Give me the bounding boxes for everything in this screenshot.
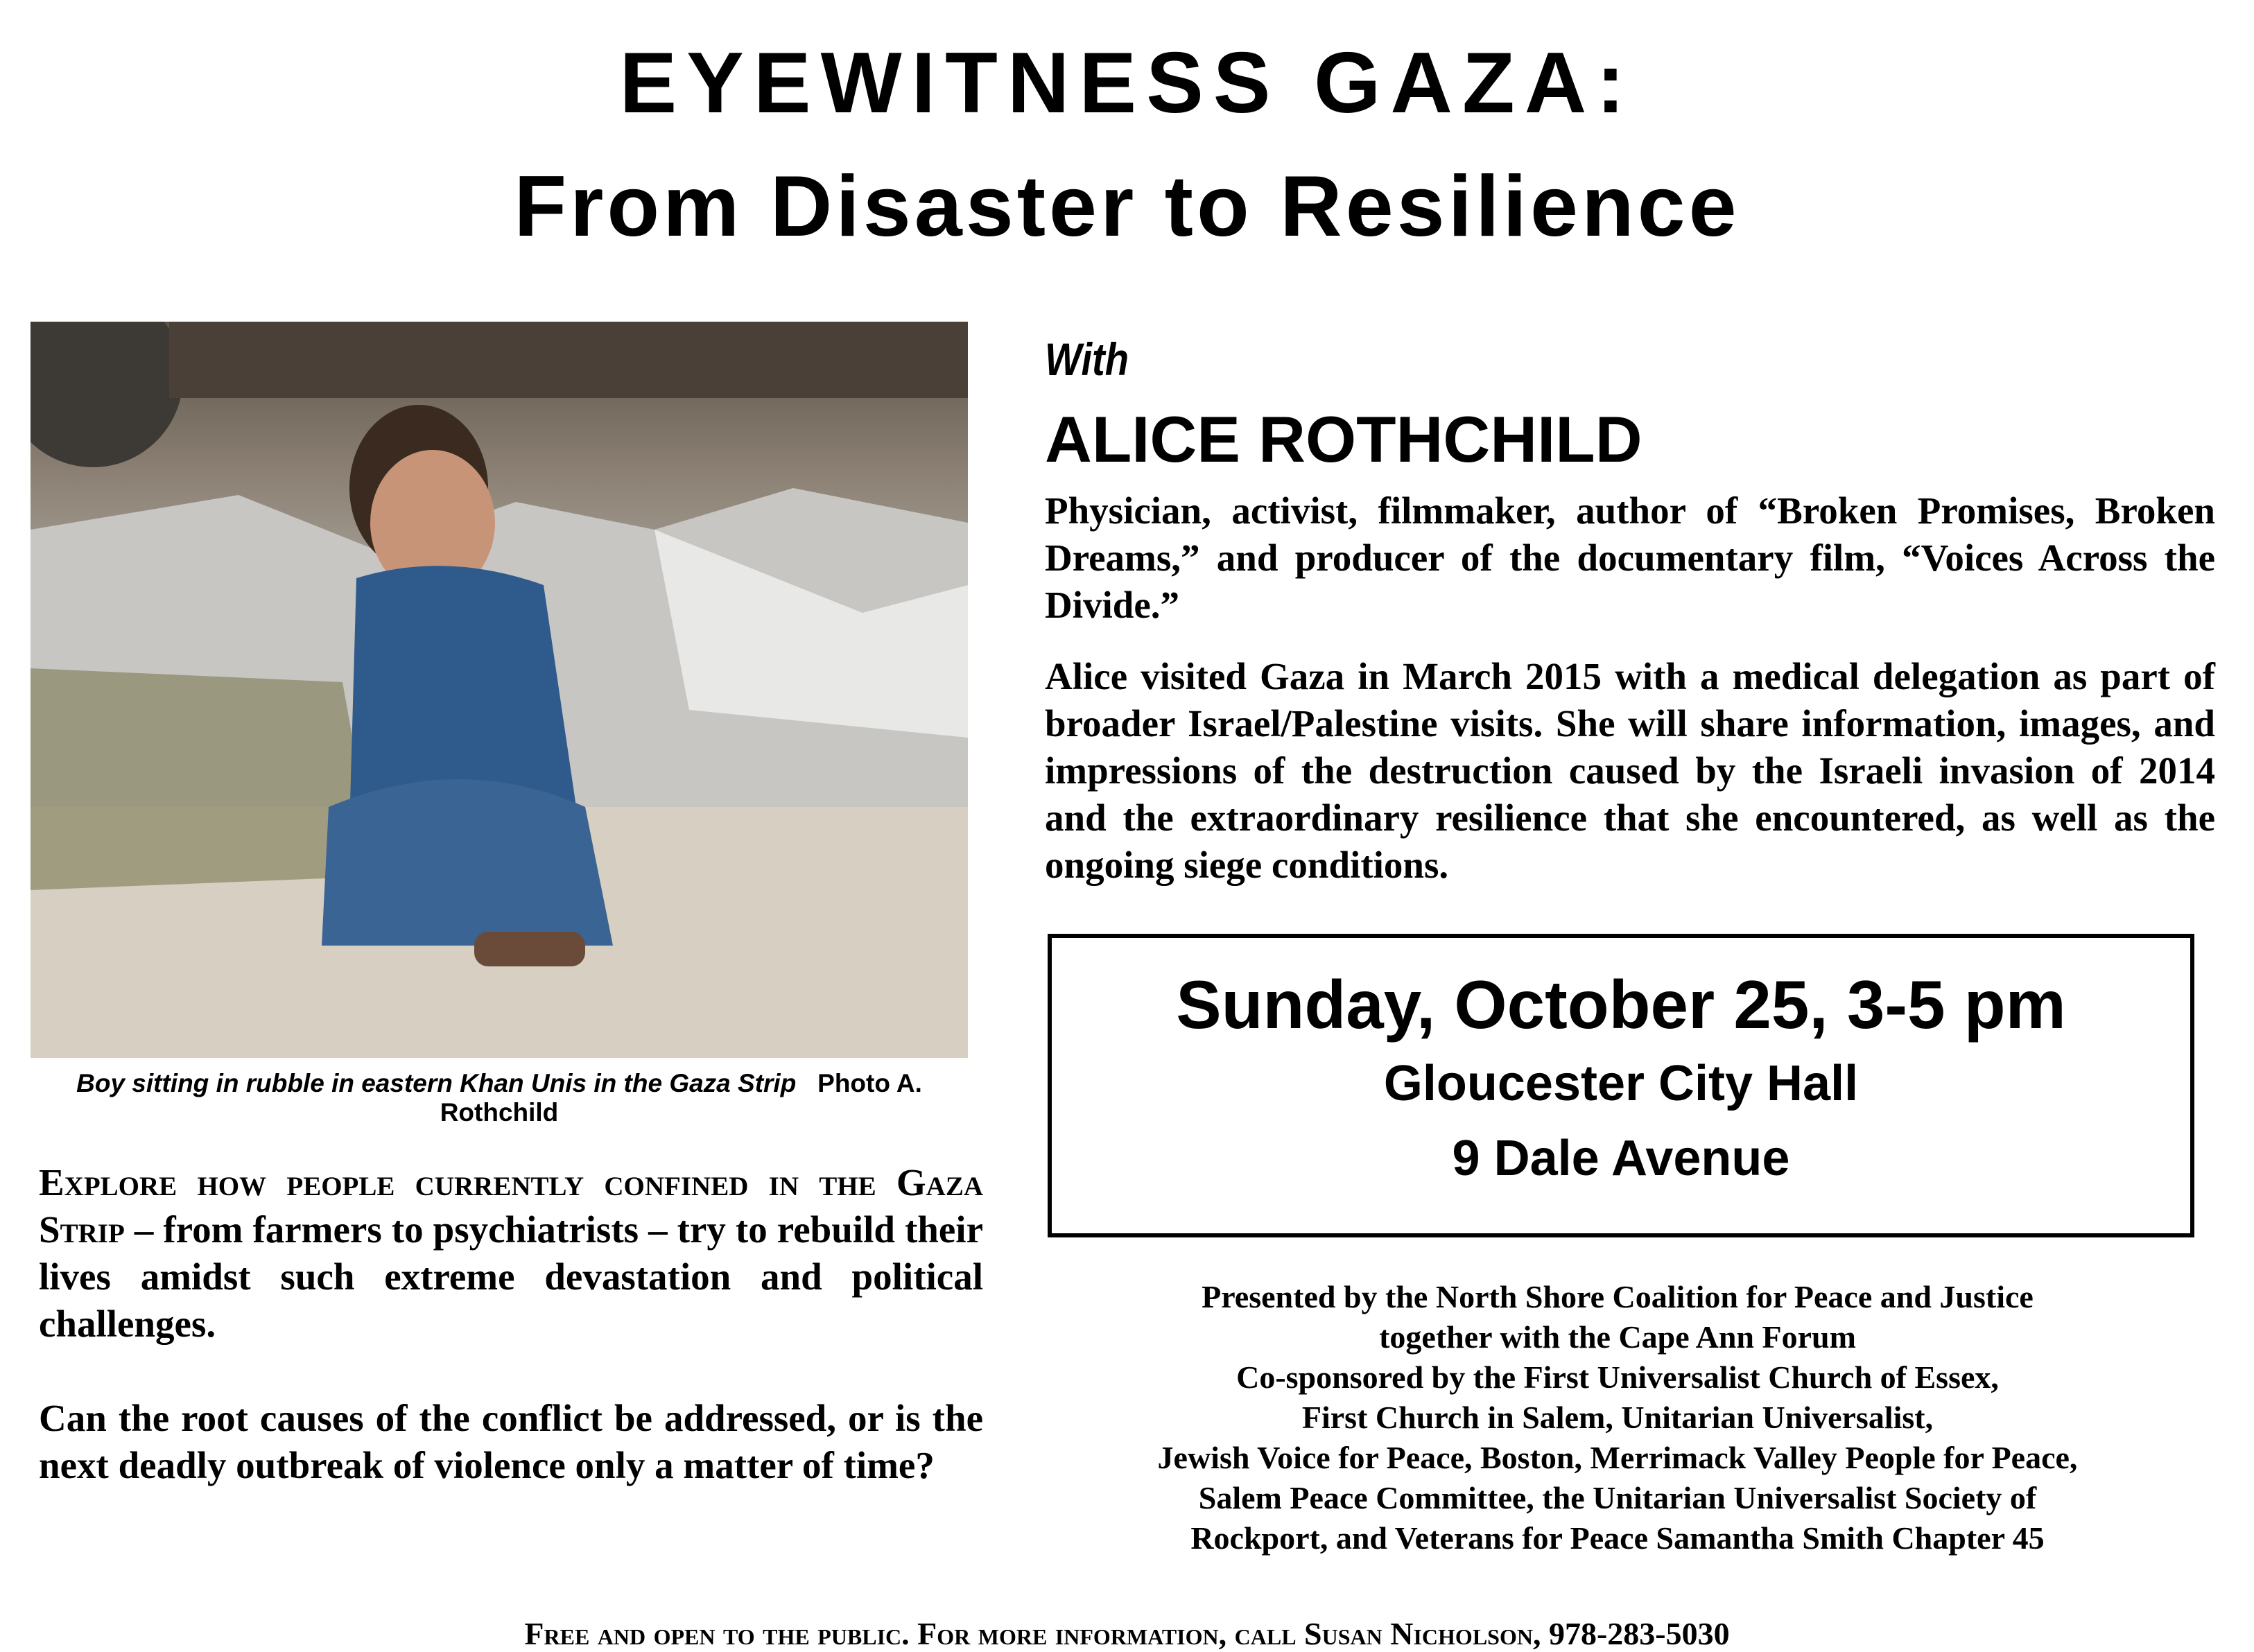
title-line-2: From Disaster to Resilience: [514, 159, 1740, 254]
left-description: [39, 1159, 983, 1536]
event-venue: Gloucester City Hall: [1383, 1056, 1859, 1111]
sponsors-list: [1045, 1277, 2190, 1558]
title-line-1: EYEWITNESS GAZA:: [619, 35, 1635, 131]
sponsor-line: Rockport, and Veterans for Peace Samantha Smith Chapter 45: [1190, 1520, 2045, 1556]
photo-caption: [31, 1069, 968, 1127]
bio-paragraph-2: Alice visited Gaza in March 2015 with a medical delegation as part of broader Israel/Palestine visits. She will share information, images, and impressions of the destruction caused by the Israeli invasion of 2014 and the extraordinary resilience that she encountered, as well as the ongoing siege conditions.: [1045, 655, 2215, 886]
sponsor-line: Presented by the North Shore Coalition for Peace and Justice: [1202, 1279, 2034, 1314]
description-paragraph-1: [39, 1159, 983, 1348]
caption-text: Boy sitting in rubble in eastern Khan Unis in the Gaza Strip: [76, 1069, 797, 1097]
description-lead: Explore how people currently confined in the Gaza Strip: [39, 1161, 983, 1251]
photo-credit: Photo A. Rothchild: [440, 1069, 922, 1127]
description-paragraph-2: Can the root causes of the conflict be addressed, or is the next deadly outbreak of violence only a matter of time?: [39, 1397, 983, 1486]
with-label: With: [1045, 333, 1129, 385]
sponsor-line: Jewish Voice for Peace, Boston, Merrimack Valley People for Peace,: [1157, 1440, 2078, 1475]
bio-paragraph-1: Physician, activist, filmmaker, author of “Broken Promises, Broken Dreams,” and producer of the documentary film, “Voices Across the Divide.”: [1045, 489, 2215, 626]
sponsor-line: First Church in Salem, Unitarian Universalist,: [1301, 1400, 1934, 1435]
event-details-box: [1048, 934, 2194, 1237]
photo-illustration: [31, 322, 968, 1058]
sponsor-line: Salem Peace Committee, the Unitarian Universalist Society of: [1198, 1480, 2037, 1515]
speaker-name: ALICE ROTHCHILD: [1045, 403, 1642, 476]
speaker-bio: [1045, 487, 2215, 913]
event-date: Sunday, October 25, 3-5 pm: [1176, 966, 2066, 1043]
description-rest: – from farmers to psychiatrists – try to rebuild their lives amidst such extreme devastation and political challenges.: [39, 1208, 983, 1345]
sponsor-line: Co-sponsored by the First Universalist Church of Essex,: [1236, 1359, 1999, 1395]
footer-contact: Free and open to the public. For more information, call Susan Nicholson, 978-283-5030: [524, 1616, 1730, 1651]
photo-boy-in-rubble: [31, 322, 968, 1058]
sponsor-line: together with the Cape Ann Forum: [1379, 1319, 1856, 1355]
event-address: 9 Dale Avenue: [1452, 1131, 1790, 1186]
